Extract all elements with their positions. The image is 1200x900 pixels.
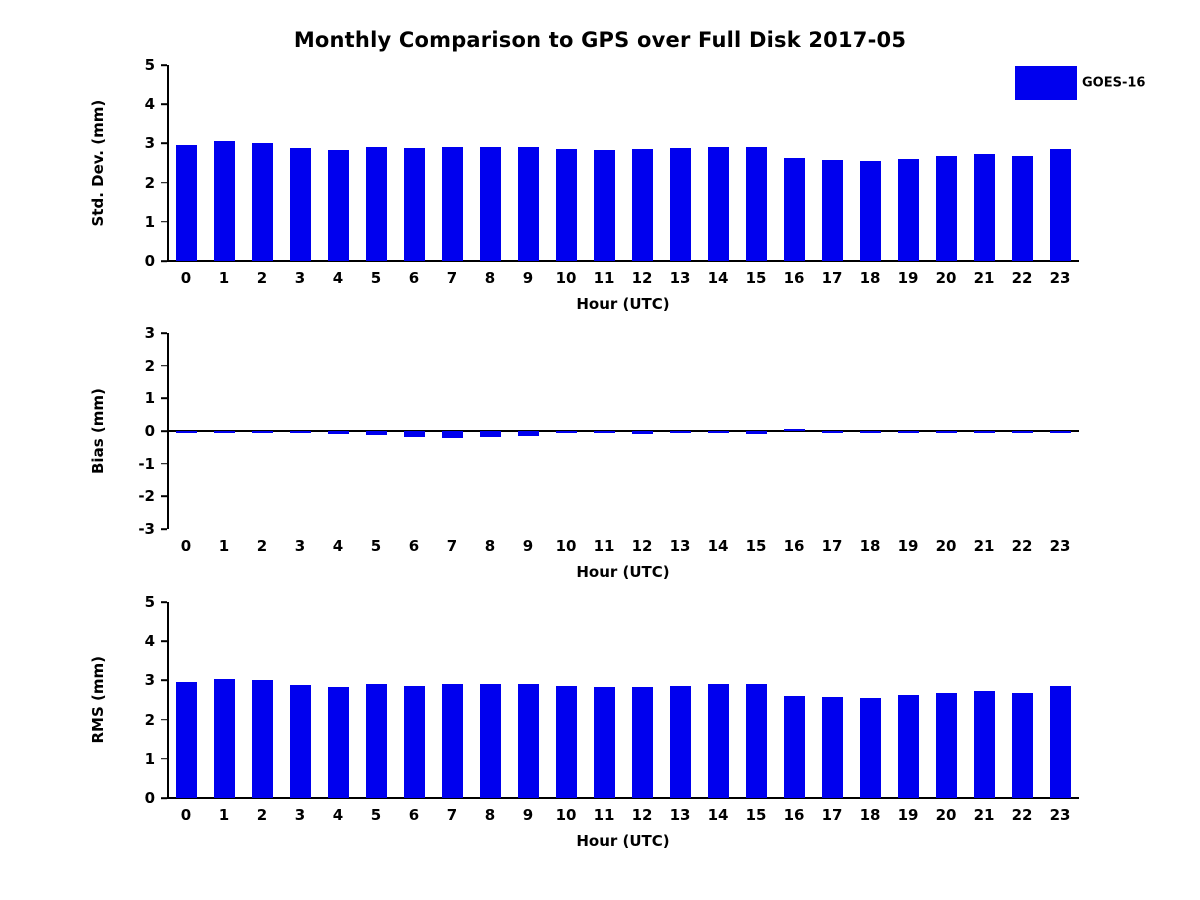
ytick-label: 0 xyxy=(144,252,155,270)
ytick-label: 3 xyxy=(144,324,155,342)
xtick-label: 1 xyxy=(218,537,230,555)
xtick-label: 1 xyxy=(218,806,230,824)
bar xyxy=(784,696,805,798)
xtick-label: 4 xyxy=(332,537,344,555)
figure-title: Monthly Comparison to GPS over Full Disk 2017-05 xyxy=(293,28,907,52)
bar xyxy=(366,684,387,798)
ytick-label: 4 xyxy=(144,632,155,651)
ytick-label: 3 xyxy=(144,134,155,153)
xtick-label: 9 xyxy=(522,806,534,824)
xtick-label: 17 xyxy=(821,806,843,824)
xtick-label: 9 xyxy=(522,537,534,555)
bar xyxy=(252,680,273,798)
xtick-label: 12 xyxy=(631,806,653,824)
bar xyxy=(290,685,311,798)
ytick-label: 4 xyxy=(144,95,155,114)
xtick-label: 21 xyxy=(973,806,995,824)
xtick-label: 20 xyxy=(935,269,957,287)
xtick-label: 13 xyxy=(669,269,691,287)
xtick-label: 2 xyxy=(256,806,268,824)
xtick-label: 19 xyxy=(897,537,919,555)
xtick-label: 3 xyxy=(294,537,306,555)
xtick-label: 6 xyxy=(408,537,420,555)
xtick-label: 8 xyxy=(484,269,496,287)
xtick-label: 5 xyxy=(370,269,382,287)
xtick-label: 4 xyxy=(332,269,344,287)
bar xyxy=(1050,686,1071,798)
y-axis-label-rms: RMS (mm) xyxy=(89,656,107,744)
bar xyxy=(404,686,425,798)
xtick-label: 0 xyxy=(180,806,192,824)
xtick-label: 17 xyxy=(821,537,843,555)
xtick-label: 10 xyxy=(555,806,577,824)
ytick-label: 2 xyxy=(144,356,155,375)
xtick-label: 7 xyxy=(446,269,458,287)
ytick-label: 3 xyxy=(144,671,155,690)
y-axis-label-std-dev: Std. Dev. (mm) xyxy=(89,99,107,227)
xtick-label: 12 xyxy=(631,269,653,287)
xtick-label: 14 xyxy=(707,269,729,287)
x-axis-label-std-dev: Hour (UTC) xyxy=(576,295,670,313)
xtick-label: 15 xyxy=(745,806,767,824)
xtick-label: 5 xyxy=(370,806,382,824)
xtick-label: 14 xyxy=(707,537,729,555)
ytick-label: -1 xyxy=(138,454,155,473)
bar xyxy=(822,697,843,798)
bar xyxy=(860,698,881,798)
xtick-label: 0 xyxy=(180,537,192,555)
ytick-mark xyxy=(161,680,167,682)
xtick-label: 18 xyxy=(859,269,881,287)
ytick-label: 1 xyxy=(144,212,155,231)
xtick-label: 13 xyxy=(669,537,691,555)
xtick-label: 17 xyxy=(821,269,843,287)
xtick-label: 11 xyxy=(593,269,615,287)
xtick-label: 10 xyxy=(555,537,577,555)
ytick-mark xyxy=(161,797,167,799)
xtick-label: 22 xyxy=(1011,269,1033,287)
bar xyxy=(708,684,729,798)
xtick-label: 2 xyxy=(256,269,268,287)
ytick-mark xyxy=(161,719,167,721)
legend-label: GOES-16 xyxy=(1082,75,1146,91)
axis-left-spine-rms xyxy=(167,602,169,798)
bar xyxy=(556,686,577,798)
ytick-label: 0 xyxy=(144,422,155,440)
bar xyxy=(518,684,539,798)
x-axis-label-bias: Hour (UTC) xyxy=(576,563,670,581)
xtick-label: 4 xyxy=(332,806,344,824)
xtick-label: 8 xyxy=(484,806,496,824)
xtick-label: 16 xyxy=(783,269,805,287)
bar xyxy=(936,693,957,798)
ytick-mark xyxy=(161,640,167,642)
xtick-label: 3 xyxy=(294,269,306,287)
x-axis-label-rms: Hour (UTC) xyxy=(576,832,670,850)
xtick-label: 20 xyxy=(935,537,957,555)
xtick-label: 22 xyxy=(1011,537,1033,555)
bar xyxy=(632,687,653,798)
xtick-label: 13 xyxy=(669,806,691,824)
xtick-label: 11 xyxy=(593,537,615,555)
ytick-label: 2 xyxy=(144,173,155,192)
bar xyxy=(974,691,995,798)
xtick-label: 22 xyxy=(1011,806,1033,824)
xtick-label: 23 xyxy=(1049,806,1071,824)
xtick-label: 3 xyxy=(294,806,306,824)
xtick-label: 2 xyxy=(256,537,268,555)
bar xyxy=(898,695,919,798)
ytick-label: -2 xyxy=(138,487,155,506)
bar xyxy=(442,684,463,798)
ytick-label: 1 xyxy=(144,389,155,408)
xtick-label: 20 xyxy=(935,806,957,824)
ytick-label: -3 xyxy=(138,520,155,538)
xtick-label: 14 xyxy=(707,806,729,824)
xtick-label: 21 xyxy=(973,269,995,287)
xtick-label: 6 xyxy=(408,806,420,824)
xtick-label: 16 xyxy=(783,537,805,555)
ytick-mark xyxy=(161,601,167,603)
ytick-label: 5 xyxy=(144,56,155,74)
ytick-label: 5 xyxy=(144,593,155,611)
xtick-label: 6 xyxy=(408,269,420,287)
xtick-label: 15 xyxy=(745,537,767,555)
ytick-label: 1 xyxy=(144,749,155,768)
xtick-label: 21 xyxy=(973,537,995,555)
xtick-label: 15 xyxy=(745,269,767,287)
xtick-label: 12 xyxy=(631,537,653,555)
xtick-label: 18 xyxy=(859,537,881,555)
xtick-label: 11 xyxy=(593,806,615,824)
bar xyxy=(214,679,235,798)
xtick-label: 19 xyxy=(897,806,919,824)
bar xyxy=(1012,693,1033,798)
y-axis-label-bias: Bias (mm) xyxy=(89,388,107,474)
xtick-label: 23 xyxy=(1049,537,1071,555)
xtick-label: 8 xyxy=(484,537,496,555)
xtick-label: 9 xyxy=(522,269,534,287)
bar xyxy=(328,687,349,798)
bar xyxy=(594,687,615,798)
ytick-label: 0 xyxy=(144,789,155,807)
xtick-label: 19 xyxy=(897,269,919,287)
xtick-label: 18 xyxy=(859,806,881,824)
xtick-label: 23 xyxy=(1049,269,1071,287)
ytick-mark xyxy=(161,758,167,760)
xtick-label: 1 xyxy=(218,269,230,287)
xtick-label: 7 xyxy=(446,806,458,824)
bar xyxy=(176,682,197,798)
xtick-label: 10 xyxy=(555,269,577,287)
xtick-label: 16 xyxy=(783,806,805,824)
xtick-label: 0 xyxy=(180,269,192,287)
xtick-label: 5 xyxy=(370,537,382,555)
ytick-label: 2 xyxy=(144,710,155,729)
bar xyxy=(746,684,767,798)
bar xyxy=(480,684,501,798)
bar xyxy=(670,686,691,798)
xtick-label: 7 xyxy=(446,537,458,555)
